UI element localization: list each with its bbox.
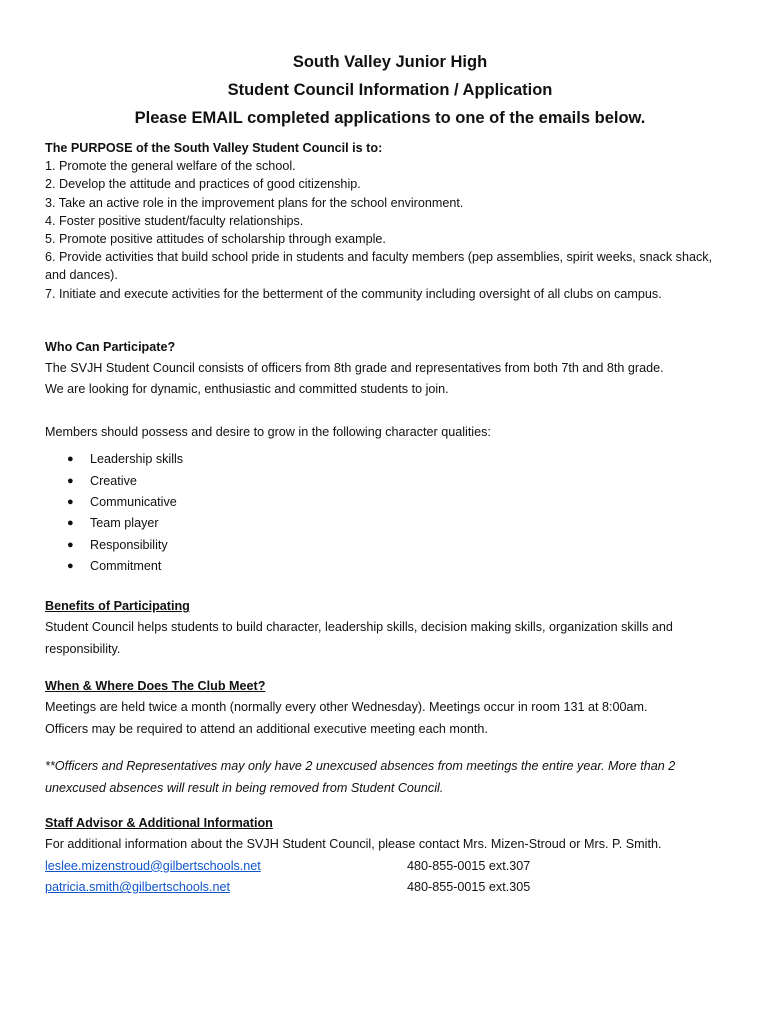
list-item: ● Communicative — [67, 492, 735, 513]
staff-intro: For additional information about the SVJH Student Council, please contact Mrs. Mizen-Stroud or Mrs. P. Smith. — [45, 837, 662, 852]
document-title: Student Council Information / Application — [227, 81, 553, 99]
phone-number: 480-855-0015 ext.307 — [407, 858, 531, 873]
purpose-section — [45, 139, 735, 303]
purpose-item: 6. Provide activities that build school pride in students and faculty members (pep assemblies, spirit weeks, snack shack, and dances). — [45, 250, 713, 283]
list-item: ● Leadership skills — [67, 449, 735, 470]
qualities-list — [45, 449, 735, 577]
purpose-item: 1. Promote the general welfare of the school. — [45, 159, 296, 174]
benefits-text: Student Council helps students to build character, leadership skills, decision making skills, organization skills and responsibility. — [45, 620, 673, 656]
meetings-heading: When & Where Does The Club Meet? — [45, 679, 266, 694]
email-link[interactable]: leslee.mizenstroud@gilbertschools.net — [45, 858, 261, 873]
staff-heading: Staff Advisor & Additional Information — [45, 816, 273, 831]
email-link[interactable]: patricia.smith@gilbertschools.net — [45, 880, 230, 895]
bullet-icon: ● — [67, 517, 74, 530]
meetings-section — [45, 676, 735, 740]
staff-section — [45, 813, 735, 899]
benefits-heading: Benefits of Participating — [45, 599, 190, 614]
participate-section — [45, 337, 735, 577]
purpose-item: 2. Develop the attitude and practices of good citizenship. — [45, 177, 361, 192]
participate-text-1: The SVJH Student Council consists of officers from 8th grade and representatives from both 7th and 8th grade. — [45, 360, 664, 375]
bullet-icon: ● — [67, 538, 74, 551]
bullet-icon: ● — [67, 453, 74, 466]
participate-heading: Who Can Participate? — [45, 339, 176, 354]
phone-number: 480-855-0015 ext.305 — [407, 880, 531, 895]
absence-note: **Officers and Representatives may only have 2 unexcused absences from meetings the entire year. More than 2 unexcused absences will result in being removed from Student Council. — [45, 759, 676, 795]
benefits-section — [45, 596, 735, 660]
meetings-text-2: Officers may be required to attend an additional executive meeting each month. — [45, 721, 488, 736]
list-item: ● Team player — [67, 513, 735, 534]
contact-row — [45, 856, 735, 878]
purpose-item: 3. Take an active role in the improvement plans for the school environment. — [45, 195, 464, 210]
purpose-item: 5. Promote positive attitudes of scholarship through example. — [45, 232, 386, 247]
bullet-icon: ● — [67, 474, 74, 487]
qualities-intro: Members should possess and desire to grow in the following character qualities: — [45, 424, 491, 439]
list-item: ● Commitment — [67, 556, 735, 577]
bullet-icon: ● — [67, 559, 74, 572]
school-name-title: South Valley Junior High — [292, 53, 488, 71]
list-item: ● Responsibility — [67, 535, 735, 556]
document-page — [45, 48, 735, 899]
purpose-item: 4. Foster positive student/faculty relationships. — [45, 213, 304, 228]
meetings-text-1: Meetings are held twice a month (normally every other Wednesday). Meetings occur in room 131 at 8:00am. — [45, 700, 648, 715]
purpose-heading: The PURPOSE of the South Valley Student Council is to: — [45, 141, 383, 155]
list-item: ● Creative — [67, 471, 735, 492]
purpose-item: 7. Initiate and execute activities for the betterment of the community including oversight of all clubs on campus. — [45, 286, 662, 301]
participate-text-2: We are looking for dynamic, enthusiastic and committed students to join. — [45, 382, 449, 397]
email-instruction-title: Please EMAIL completed applications to one of the emails below. — [134, 109, 646, 127]
bullet-icon: ● — [67, 495, 74, 508]
contact-row — [45, 877, 735, 899]
